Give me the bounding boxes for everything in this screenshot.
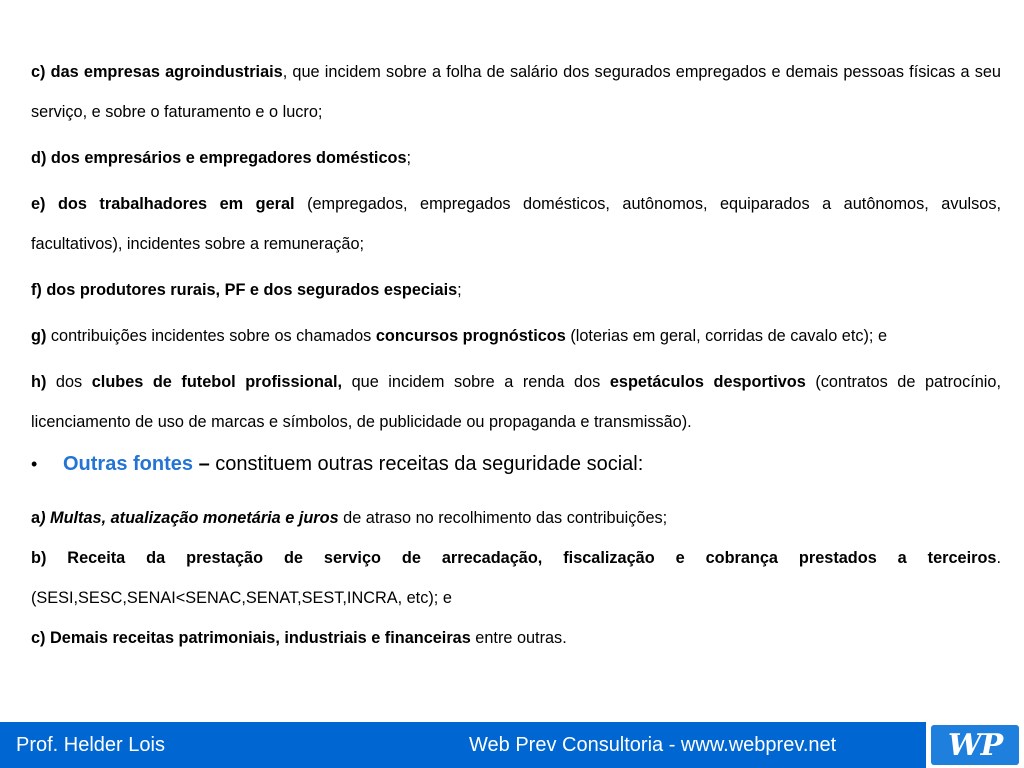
item-c-heading: c) das empresas agroindustriais bbox=[31, 63, 283, 81]
item-f-heading: f) dos produtores rurais, PF e dos segurados especiais bbox=[31, 281, 458, 299]
item-e-text: (empregados, empregados domésticos, autônomos, equiparados a autônomos, avulsos, facultativos), incidentes sobre a remuneração; bbox=[31, 195, 1001, 253]
logo-badge bbox=[931, 725, 1019, 765]
item-c bbox=[31, 52, 1001, 132]
logo-text: WP bbox=[947, 727, 1003, 763]
footer-author: Prof. Helder Lois bbox=[16, 734, 165, 756]
other-c bbox=[31, 618, 1001, 658]
item-g-text1: contribuições incidentes sobre os chamados bbox=[46, 327, 376, 345]
item-h-text1: dos bbox=[46, 373, 92, 391]
item-h-bold2: espetáculos desportivos bbox=[609, 373, 806, 391]
footer-bar bbox=[0, 722, 1024, 768]
other-a bbox=[31, 498, 1001, 538]
others-list bbox=[31, 498, 1001, 658]
footer-company: Web Prev Consultoria - www.webprev.net bbox=[469, 734, 837, 756]
bullet-text bbox=[63, 452, 643, 476]
bullet-outras-fontes bbox=[31, 452, 1001, 476]
bullet-dash: – bbox=[193, 453, 210, 475]
other-b-bold: b) Receita da prestação de serviço de arrecadação, fiscalização e cobrança prestados a terceiros bbox=[31, 549, 997, 567]
other-a-prefix: a bbox=[31, 509, 41, 527]
other-a-bold-italic: ) Multas, atualização monetária e juros bbox=[40, 509, 339, 527]
bullet-icon: • bbox=[31, 454, 38, 474]
item-e bbox=[31, 184, 1001, 264]
item-h-text3: (contratos de patrocínio, licenciamento de uso de marcas e símbolos, de publicidade ou propaganda e transmissão). bbox=[31, 373, 1001, 431]
bullet-description: constituem outras receitas da seguridade social: bbox=[209, 453, 644, 475]
item-d-heading: d) dos empresários e empregadores domésticos bbox=[31, 149, 407, 167]
item-e-heading: e) dos trabalhadores em geral bbox=[31, 195, 295, 213]
item-h-text2: que incidem sobre a renda dos bbox=[342, 373, 610, 391]
other-a-text: de atraso no recolhimento das contribuições; bbox=[338, 509, 668, 527]
item-g-bold: concursos prognósticos bbox=[375, 327, 566, 345]
item-f bbox=[31, 270, 1001, 310]
item-h-heading: h) bbox=[31, 373, 47, 391]
item-d bbox=[31, 138, 1001, 178]
other-b-text: . (SESI,SESC,SENAI<SENAC,SENAT,SEST,INCRA, etc); e bbox=[31, 549, 1001, 607]
other-b bbox=[31, 538, 1001, 618]
item-d-text: ; bbox=[406, 149, 412, 167]
bullet-title: Outras fontes bbox=[63, 453, 194, 475]
item-g-heading: g) bbox=[31, 327, 47, 345]
item-g-text2: (loterias em geral, corridas de cavalo etc); e bbox=[565, 327, 888, 345]
item-f-text: ; bbox=[457, 281, 462, 299]
other-c-text: entre outras. bbox=[470, 629, 567, 647]
item-h-bold1: clubes de futebol profissional, bbox=[91, 373, 343, 391]
slide-content bbox=[31, 52, 1001, 658]
webprev-logo bbox=[926, 722, 1024, 768]
item-g bbox=[31, 316, 1001, 356]
other-c-bold: c) Demais receitas patrimoniais, industriais e financeiras bbox=[31, 629, 471, 647]
item-c-text: , que incidem sobre a folha de salário dos segurados empregados e demais pessoas físicas a seu serviço, e sobre o faturamento e o lucro; bbox=[31, 63, 1001, 121]
item-h bbox=[31, 362, 1001, 442]
